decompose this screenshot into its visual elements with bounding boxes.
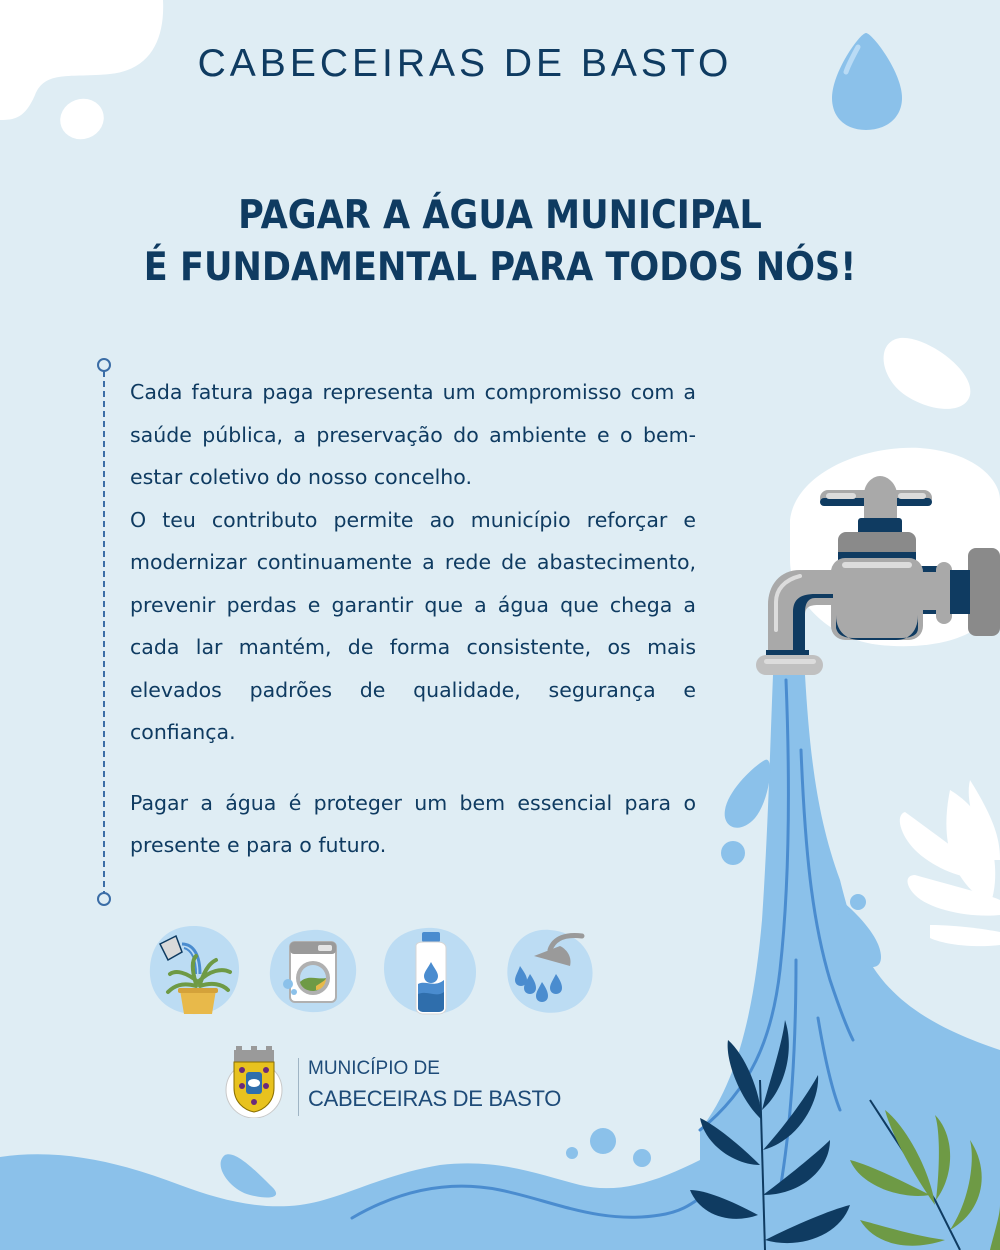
- org-title: CABECEIRAS DE BASTO: [197, 42, 733, 85]
- municipality-logo: [222, 1046, 582, 1122]
- white-blob-small: [54, 93, 109, 146]
- logo-municipality-name: CABECEIRAS DE BASTO: [308, 1086, 562, 1111]
- body-text: [130, 371, 696, 867]
- body-paragraph-1: Cada fatura paga representa um compromisso com a saúde pública, a preservação do ambiente e o bem-estar coletivo do nosso concelho.: [130, 380, 696, 489]
- bottom-wave: [0, 1154, 700, 1250]
- white-leaves-decoration: [900, 780, 1000, 946]
- logo-municipio-label: MUNICÍPIO DE: [308, 1058, 440, 1079]
- headline-line-2: É FUNDAMENTAL PARA TODOS NÓS!: [143, 245, 857, 290]
- water-stream: [700, 675, 1000, 1250]
- logo-divider: [298, 1058, 299, 1116]
- shower-icon: [500, 922, 596, 1018]
- headline-line-1: PAGAR A ÁGUA MUNICIPAL: [238, 193, 762, 238]
- coat-of-arms-icon: [222, 1046, 286, 1118]
- water-usage-icons: [146, 922, 606, 1022]
- washing-machine-icon: [264, 922, 360, 1018]
- water-bottle-icon: [382, 922, 478, 1018]
- body-paragraph-2: O teu contributo permite ao município reforçar e modernizar continuamente a rede de abastecimento, prevenir perdas e garantir que a água que chega a cada lar mantém, de forma consistente, os mais elevados padrões de qualidade, segurança e confiança.: [130, 507, 696, 744]
- watering-plant-icon: [146, 922, 242, 1018]
- headline: [50, 190, 950, 294]
- body-paragraph-3: Pagar a água é proteger um bem essencial para o presente e para o futuro.: [130, 790, 696, 857]
- dashed-timeline-decoration: [96, 357, 112, 907]
